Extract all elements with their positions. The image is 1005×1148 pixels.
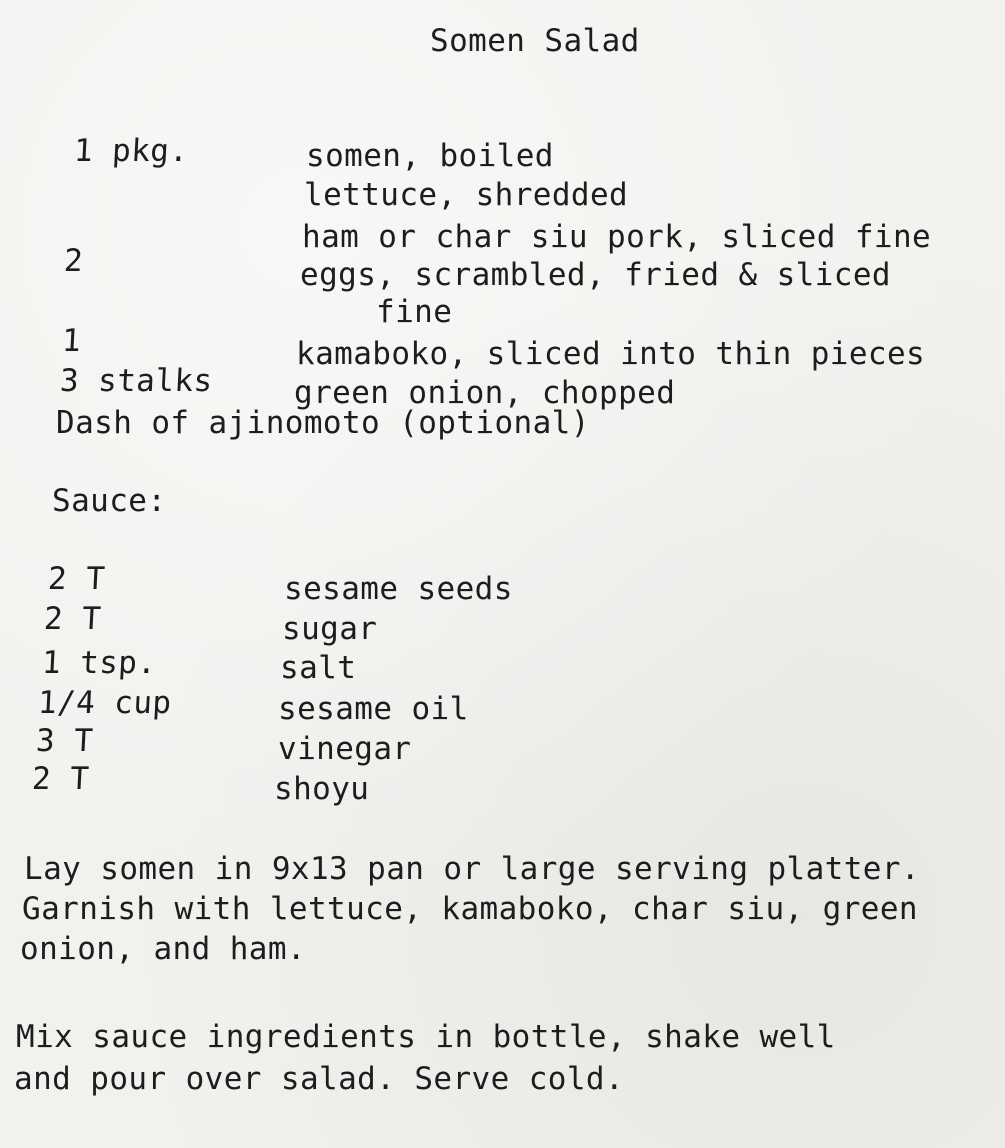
- instruction-line: and pour over salad. Serve cold.: [14, 1061, 625, 1097]
- ingredient-item: somen, boiled: [306, 138, 554, 174]
- ingredient-qty: 2: [63, 243, 85, 279]
- sauce-qty: 2 T: [31, 761, 91, 797]
- ingredient-qty: 1 pkg.: [73, 133, 190, 169]
- sauce-qty: 1/4 cup: [37, 685, 173, 721]
- sauce-qty: 2 T: [47, 561, 107, 597]
- ingredient-item: green onion, chopped: [294, 375, 676, 411]
- sauce-item: vinegar: [278, 731, 412, 767]
- ingredient-item-continued: fine: [376, 294, 453, 330]
- instruction-line: Mix sauce ingredients in bottle, shake well: [16, 1019, 836, 1055]
- ingredient-qty: 3 stalks: [59, 363, 214, 399]
- sauce-qty: 2 T: [43, 601, 103, 637]
- ingredient-item: lettuce, shredded: [304, 177, 629, 213]
- instruction-line: Lay somen in 9x13 pan or large serving platter.: [24, 851, 920, 887]
- sauce-item: sesame oil: [278, 691, 469, 727]
- sauce-item: sesame seeds: [284, 571, 513, 607]
- instruction-line: onion, and ham.: [20, 931, 306, 967]
- recipe-title: Somen Salad: [430, 23, 640, 59]
- sauce-qty: 3 T: [35, 723, 95, 759]
- sauce-heading: Sauce:: [52, 483, 167, 519]
- sauce-qty: 1 tsp.: [41, 645, 158, 681]
- sauce-item: sugar: [282, 611, 378, 647]
- ingredient-item: kamaboko, sliced into thin pieces: [296, 336, 926, 372]
- ingredient-item: eggs, scrambled, fried & sliced: [300, 257, 891, 293]
- sauce-item: shoyu: [274, 771, 370, 807]
- ingredient-item: ham or char siu pork, sliced fine: [302, 219, 932, 255]
- ingredient-qty: 1: [61, 323, 83, 359]
- dash-line: Dash of ajinomoto (optional): [56, 405, 590, 441]
- sauce-item: salt: [280, 650, 357, 686]
- instruction-line: Garnish with lettuce, kamaboko, char siu, green: [22, 891, 918, 927]
